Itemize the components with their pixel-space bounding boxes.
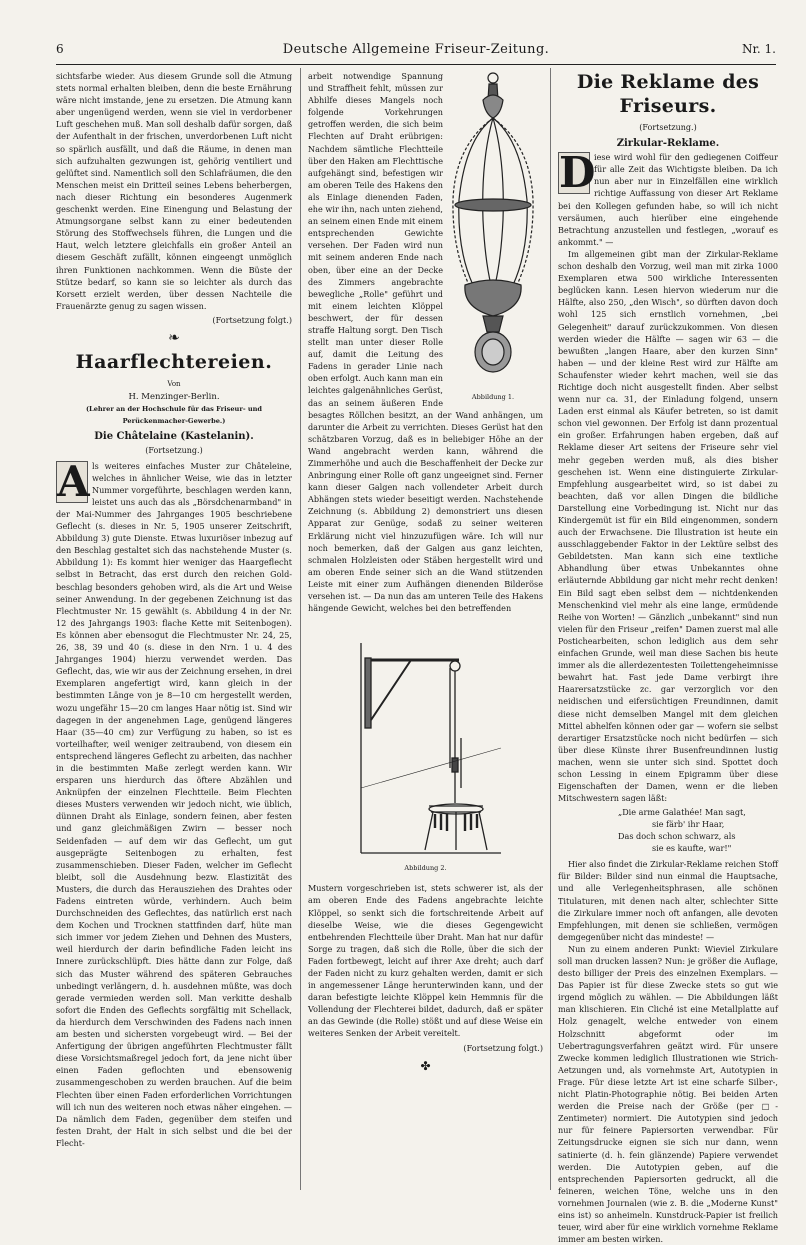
column-divider	[550, 68, 551, 1190]
header-rule	[56, 64, 776, 65]
author-affiliation: (Lehrer an der Hochschule für das Friseur- und Perückenmacher-Gewerbe.)	[85, 405, 263, 426]
body-paragraph: sichtsfarbe wieder. Aus diesem Grunde soll die Atmung stets normal erhalten bleiben, denn die beste Ernährung wäre nicht imstande, jene zu ersetzen. Die Atmung kann aber ungenügend werden, wenn sie viel in verdorbener Luft geschehen muß. Man soll deshalb dafür sorgen, daß der Aufenthalt in der frischen, unverdorbenen Luft nicht so spärlich ausfällt, und daß die Räume, in denen man sich aufzuhalten gezwungen ist, gehörig ventiliert und gelüftet sind. Namentlich soll den Schlafräumen, die den Menschen meist ein Dritteil seines Lebens beherbergen, nach dieser Richtung ein besonderes Augenmerk geschenkt werden. Eine Einengung und Belastung der Atmungsorgane selbst kann zu einer bedeutenden Störung des Stoffwechsels führen, die Lungen und die Haut, welch letztere gleichfalls ein großer Anteil an diesem Geschäft zufällt, können eingeengt unmöglich ihren Funktionen nachkommen. Wenn die Büste der Stütze bedarf, so kann sie so leichter als durch das Korsett erzielt werden, über dessen Nachteile die Frauenärzte genug zu sagen wissen.	[56, 71, 292, 311]
byline-von: Von	[167, 380, 181, 389]
fortsetzung-note: (Fortsetzung.)	[145, 445, 203, 455]
poem-line: sie färb' ihr Haar,	[652, 819, 725, 830]
fortsetzung-note: (Fortsetzung.)	[639, 123, 697, 132]
body-text: iese wird wohl für den gediegenen Coiffeur für alle Zeit das Wichtigste bleiben. Da ich nun aber nur in Einzelfällen eine wirklich richtige Auffassung von dieser Art Reklame bei den Kollegen gefunden habe, so will ich nicht versäumen, auch hierüber eine eingehende Betrachtung anzustellen und festlegen, „worauf es ankommt." —	[558, 152, 778, 247]
column-divider	[300, 68, 301, 1190]
poem-quote	[618, 806, 778, 854]
newspaper-title: Deutsche Allgemeine Friseur-Zeitung.	[282, 42, 550, 57]
poem-line: sie es kaufte, war!"	[652, 843, 732, 854]
continuation-note: (Fortsetzung folgt.)	[212, 314, 292, 325]
body-text: arbeit notwendige Spannung und Straffheit fehlt, müssen zur Abhilfe dieses Mangels noch folgende Vorkehrungen getroffen werden, die sich beim Flechten auf Draht erübrigen: Nachdem sämtliche Flechtteile über den Haken am Flechttische aufgehängt sind, befestigen wir am oberen Teile des Hakens den als Einlage dienenden Faden, ehe wir ihn, nach unten ziehend, an seinem einen Ende mit einem entsprechenden Gewichte versehen. Der Faden wird nun mit seinem anderen Ende nach oben, über eine an der Decke des Zimmers angebrachte bewegliche „Rolle" geführt und mit einem leichten Klöppel beschwert, der für dessen straffe Haltung sorgt. Den Tisch stellt man unter dieser Rolle auf, damit die Leitung des Fadens in gerader Linie nach oben erfolgt. Auch kann man ein leichtes galgenähnliches Gerüst, das an seinem äußeren Ende besagtes Röllchen besitzt, an der Wand anhängen, um darunter die Arbeit zu verrichten. Dieses Gerüst hat den schätzbaren Vorzug, daß es in beliebiger Höhe an der Wand angebracht werden kann, während die Zimmerhöhe und auch die Beschaffenheit der Decke zur Anbringung einer Rolle oft ganz ungeeignet sind. Ferner kann dieser Galgen nach vollendeter Arbeit durch Abhängen stets wieder beseitigt werden. Nachstehende Zeichnung (s. Abbildung 2) demonstriert uns diesen Apparat zur Genüge, sodaß zu seiner weiteren Erklärung nicht viel hinzuzufügen wäre. Ich will nur noch bemerken, daß der Galgen aus ganz leichten, schmalen Holzleisten oder Stäben hergestellt wird und am oberen Ende seiner sich an die Wand stützenden Leiste mit einer zum Aufhängen dienenden Bilderöse versehen ist. — Da nun das am unteren Teile des Hakens hängende Gewicht, welches bei den betreffenden	[308, 71, 543, 614]
body-paragraph	[308, 70, 543, 614]
poem-line: „Die arme Galathée! Man sagt,	[618, 807, 746, 818]
article-title: Die Reklame des Friseurs.	[576, 71, 760, 117]
column-3	[558, 70, 778, 1245]
column-1	[56, 70, 292, 1149]
body-text: ls weiteres einfaches Muster zur Châteleine, welches in ähnlicher Weise, wie das in letzter Nummer vorgeführte, beschlagen werden kann, leistet uns auch das als „Börsdchenarmband" in der Mai-Nummer des Jahrganges 1905 beschriebene Geflecht (s. dieses in Nr. 5, 1905 unserer Zeitschrift, Abbildung 3) gute Dienste. Etwas luxuriöser inbezug auf den Beschlag gestaltet sich das nachstehende Muster (s. Abbildung 1): Es kommt hier weniger das Haargeflecht selbst in Betracht, das erst durch den reichen Gold-beschlag besonders gehoben wird, als die Art und Weise seiner Anwendung. In der gegebenen Zeichnung ist das Flechtmuster Nr. 15 gewählt (s. Abbildung 4 in der Nr. 12 des Jahrgangs 1903: flache Kette mit Seitenbogen). Es können aber ebensogut die Flechtmuster Nr. 24, 25, 26, 38, 39 und 40 (s. diese in den Nrn. 1 u. 4 des Jahrganges 1904) hierzu verwendet werden. Das Geflecht, das, wie wir aus der Zeichnung ersehen, in drei Exemplaren angefertigt wird, kann gleich in der bestimmten Länge von je 8—10 cm hergestellt werden, wozu ungefähr 15—20 cm langes Haar nötig ist. Sind wir dagegen in der angenehmen Lage, genügend längeres Haar (35—40 cm) zur Verfügung zu haben, so ist es vorteilhafter, weil weniger zeitraubend, von diesem ein entsprechend längeres Geflecht zu arbeiten, das nachher in die bestimmten Maße zerlegt werden kann. Wir ersparen uns hierdurch das öftere Abzählen und Anknüpfen der einzelnen Flechtteile. Beim Flechten dieses Musters verwenden wir jedoch nicht, wie üblich, dünnen Draht als Einlage, sondern feinen, aber festen und ganz gleichmäßigen Zwirn — besser noch Seidenfaden — auf dem wir das Geflecht, um gut ausgeprägte Seitenbogen zu erhalten, fest zusammenschieben. Dieser Faden, welcher im Geflecht bleibt, soll die Ausdehnung bezw. Elastizität des Musters, die durch das Herausziehen des Drahtes oder Fadens eintreten würde, verhindern. Auch beim Durchschneiden des Geflechtes, das natürlich erst nach dem Kochen und Trocknen stattfinden darf, hüte man sich immer vor jedem Ziehen und Dehnen des Musters, weil hierdurch der darin befindliche Faden leicht ins Innere zurückschlüpft. Dies hätte dann zur Folge, daß sich das Muster während des späteren Gebrauches unbedingt verlängern, d. h. ausdehnen müßte, was doch gerade vermieden werden soll. Man verkitte deshalb sofort die Enden des Geflechts sorgfältig mit Schellack, da hierdurch dem Verschwinden des Fadens nach innen am besten und sichersten vorgebeugt wird. — Bei der Anfertigung der übrigen angeführten Flechtmuster fällt diese Vorsichtsmaßregel jedoch fort, da jene nicht über einen Faden geflochten und ebensowenig zusammengeschoben zu werden brauchen. Auf die beim Flechten über einen Faden erforderlichen Vorrichtungen will ich nun des weiteren noch etwas näher eingehen. — Da nämlich dem Faden, gegenüber dem steifen und festen Draht, der Halt in sich selbst und die bei der Flecht-	[56, 460, 292, 1148]
article-subtitle: Zirkular-Reklame.	[616, 138, 720, 150]
body-paragraph	[56, 456, 292, 1149]
drop-cap: A	[57, 456, 90, 506]
article-title: Haarflechtereien.	[75, 351, 273, 374]
issue-number: Nr. 1.	[742, 42, 776, 56]
author-name: H. Menzinger-Berlin.	[128, 392, 220, 403]
poem-line: Das doch schon schwarz, als	[618, 831, 736, 842]
column-2	[308, 70, 543, 1072]
fleuron-icon: ❧	[168, 329, 180, 346]
drop-cap: D	[559, 148, 596, 198]
figure-2-caption: Abbildung 2.	[404, 864, 447, 873]
page-number: 6	[56, 42, 64, 56]
body-paragraph: Hier also findet die Zirkular-Reklame reichen Stoff für Bilder: Bilder sind nun einmal die Hauptsache, und alle Verlegenheitsphrasen, alle schönen Titulaturen, mit denen nach alter, schlechter Sitte die Zirkulare immer noch oft anfangen, alle devoten Empfehlungen, mit denen sie schließen, vermögen demgegenüber nicht das mindeste! —	[558, 859, 778, 942]
page-header	[56, 42, 776, 62]
article-subtitle: Die Châtelaine (Kastelanin).	[94, 431, 254, 443]
body-paragraph: Nun zu einem anderen Punkt: Wieviel Zirkulare soll man drucken lassen? Nun: je größer die Auflage, desto billiger der Preis des einzelnen Exemplars. — Das Papier ist für diese Zwecke stets so gut wie irgend möglich zu wählen. — Die Abbildungen läßt man klischieren. Ein Cliché ist eine Metallplatte auf Holz genagelt, welche entweder von einem Holzschnitt abgeformt oder im Uebertragungsverfahren geätzt wird. Für unsere Zwecke kommen lediglich Illustrationen wie Strich-Aetzungen und, als vornehmste Art, Autotypien in Frage. Für diese letzte Art ist eine scharfe Silber-, nicht Platin-Photographie nötig. Bei beiden Arten werden die Preise nach der Größe (per □-Zentimeter) normiert. Die Autotypien sind jedoch nur für feinere Papiersorten verwendbar. Für Zeitungsdrucke eignen sie sich nur dann, wenn satinierte (d. h. fein glänzende) Papiere verwendet werden. Die Autotypien geben, auf die entsprechenden Papiersorten gedruckt, all die feineren, weichen Töne, welche uns in den vornehmen Journalen (wie z. B. die „Moderne Kunst" eins ist) so anheimeln. Kunstdruck-Papier ist freilich teuer, wird aber für eine wirklich vornehme Reklame immer am besten wirken.	[558, 943, 778, 1245]
figure-1-caption: Abbildung 1.	[471, 393, 515, 402]
figure-2-gallows-apparatus	[351, 628, 501, 858]
continuation-note: (Fortsetzung folgt.)	[463, 1042, 543, 1053]
figure-1	[443, 70, 543, 403]
chatelaine-illustration	[443, 70, 543, 388]
ornament-icon: ✤	[420, 1058, 431, 1073]
body-paragraph	[558, 148, 778, 248]
body-paragraph: Mustern vorgeschrieben ist, stets schwerer ist, als der am oberen Ende des Fadens angebrachte leichte Klöppel, so senkt sich die fortschreitende Arbeit auf dieselbe Weise, wie die dieses Gegengewicht entbehrenden Flechtteile über Draht. Man hat nur dafür Sorge zu tragen, daß sich die Rolle, über die sich der Faden fortbewegt, leicht auf ihrer Axe dreht; auch darf der Faden nicht zu kurz gehalten werden, damit er sich in angemessener Länge herunterwinden kann, und der daran befestigte leichte Klöppel kein Hemmnis für die Vollendung der Flechterei bildet, dadurch, daß er später an das Gewinde (die Rolle) stößt und auf diese Weise ein weiteres Senken der Arbeit vereitelt.	[308, 883, 543, 1039]
body-paragraph: Im allgemeinen gibt man der Zirkular-Reklame schon deshalb den Vorzug, weil man mit zirka 1000 Exemplaren etwa 500 wirkliche Interessenten beglücken kann. Lesen hiervon wiederum nur die Hälfte, also 250, „den Wisch", so dürften davon doch wohl 125 sich ernstlich vornehmen, „bei Gelegenheit" darauf zurückzukommen. Von diesen werden wieder die Hälfte — sagen wir 63 — die bewußten „langen Haare, aber den kurzen Sinn" haben — und der kleine Rest wird zur Hälfte am Schaufenster wieder kehrt machen, weil sie das Richtige doch nicht ausgestellt finden. Aber selbst wenn nur ca. 31, der Einladung folgend, unsern Laden erst einmal als Käufer betreten, so ist damit schon viel gewonnen. Der Erfolg ist dann prozentual ein großer. Erfahrungen haben ergeben, daß auf Reklame dieser Art seitens der Friseure sehr viel mehr gegeben werden muß, als dies bisher geschehen ist. Wenn eine distinguierte Zirkular-Empfehlung ausgearbeitet wird, so ist dabei zu beachten, daß vor allen Dingen die bildliche Darstellung eine Vorbedingung ist. Nicht nur das Kindergemüt ist für ein Bild eingenommen, sondern auch der Erwachsene. Die Illustration ist heute ein ausschlaggebender Faktor in der Lektüre selbst des Gebildetsten. Man kann sich eine textliche Abhandlung über etwas Unbekanntes ohne erläuternde Abbildung gar nicht mehr recht denken! Ein Bild sagt eben selbst dem — nichtdenkenden Menschenkind viel mehr als eine lange, ermüdende Reihe von Worten! — Gänzlich „unbekannt" sind nun vielen für den Friseur „reifen" Damen zuerst mal alle Postichearbeiten, schon lediglich aus dem sehr einfachen Grunde, weil man diese Sachen bis heute immer als die allerdezentesten Toilettengeheimnisse bewahrt hat. Fast jede Dame verbirgt ihre Haarersatzstücke zc. gar verzorglich vor den neidischen und eifersüchtigen Freundinnen, damit diese nicht demselben Mangel mit dem gleichen Mittel abhelfen können oder gar — wofern sie selbst derartiger Ersatzstücke noch nicht bedürfen — sich über diese Künste ihrer Busenfreundinnen lustig machen, wenn sie unter sich sind. Spottet doch schon Lessing in einem Epigramm über diese Eigenschaften der Damen, wenn er die lieben Mitschwestern sagen läßt:	[558, 248, 778, 804]
